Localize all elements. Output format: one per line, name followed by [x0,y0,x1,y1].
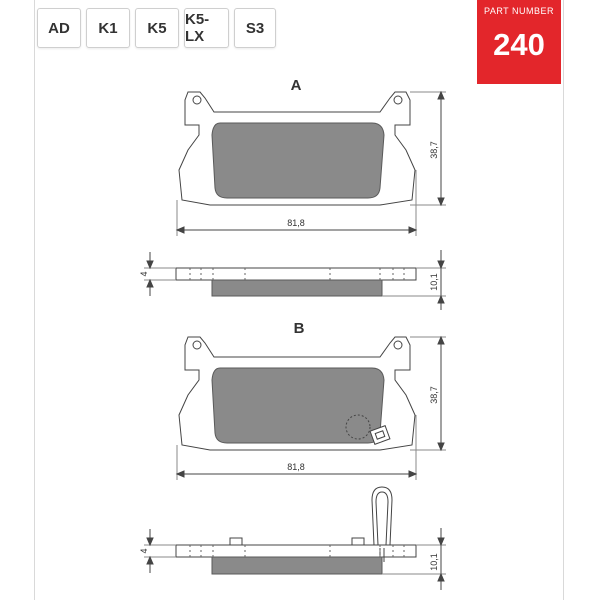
brake-pad-b-friction-material [212,368,384,443]
side-b-total-label: 10,1 [429,553,439,571]
side-view-a-hidden-lines [190,268,404,280]
part-number-value: 240 [493,27,545,62]
side-view-b-pin-left [230,538,242,545]
view-a-label: A [290,77,302,94]
side-view-b-pin-right [352,538,364,545]
side-a-backing-label: 4 [139,271,149,277]
compound-badge-k5-lx[interactable]: K5-LX [184,8,229,48]
side-a-total-label: 10,1 [429,273,439,291]
side-view-b-spring-clip [372,487,392,562]
side-view-b-friction [212,557,382,574]
compound-badge-s3[interactable]: S3 [234,8,276,48]
side-b-backing-label: 4 [139,548,149,554]
view-a-height-label: 38,7 [429,141,439,159]
view-b-width-label: 81,8 [287,462,305,472]
compound-badge-ad[interactable]: AD [37,8,81,48]
side-view-b-hidden-lines [190,545,404,557]
compound-badge-k5[interactable]: K5 [135,8,179,48]
view-a-width-label: 81,8 [287,218,305,228]
compound-badge-k1[interactable]: K1 [86,8,130,48]
view-b-height-label: 38,7 [429,386,439,404]
brake-pad-a-friction-material [212,123,384,198]
view-b-label: B [293,320,305,337]
side-view-a-friction [212,280,382,296]
part-number-label: PART NUMBER [483,6,554,16]
